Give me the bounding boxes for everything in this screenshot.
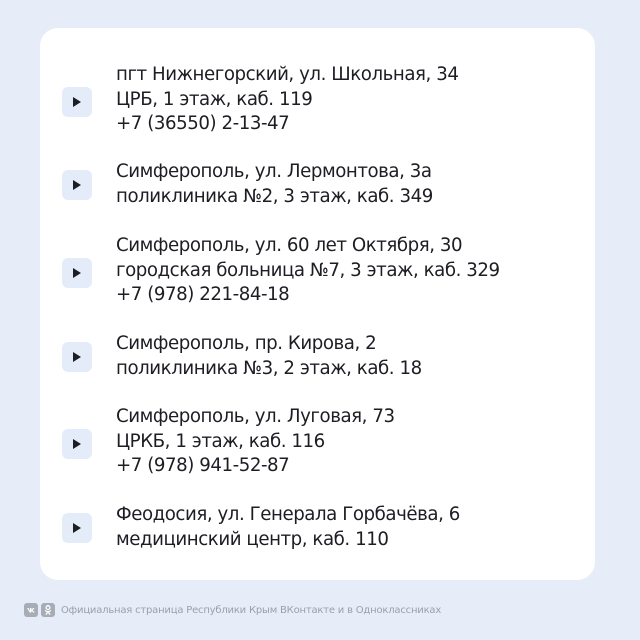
address-line: поликлиника №2, 3 этаж, каб. 349	[116, 185, 433, 207]
footer	[24, 602, 441, 618]
play-bullet-icon	[62, 513, 92, 543]
phone-line: +7 (36550) 2-13-47	[116, 113, 290, 134]
address-card	[40, 28, 595, 580]
address-line: пгт Нижнегорский, ул. Школьная, 34	[116, 64, 459, 85]
address-line: Симферополь, ул. Лермонтова, 3а	[116, 161, 432, 182]
odnoklassniki-icon[interactable]	[41, 603, 55, 617]
address-line: поликлиника №3, 2 этаж, каб. 18	[116, 357, 422, 379]
play-bullet-icon	[62, 429, 92, 459]
address-line: городская больница №7, 3 этаж, каб. 329	[116, 259, 500, 281]
address-lines	[116, 63, 586, 137]
play-bullet-icon	[62, 87, 92, 117]
address-lines	[116, 332, 586, 381]
address-line: Симферополь, ул. 60 лет Октября, 30	[116, 235, 463, 256]
phone-line: +7 (978) 221-84-18	[116, 284, 290, 305]
phone-line: +7 (978) 941-52-87	[116, 455, 290, 476]
play-bullet-icon	[62, 342, 92, 372]
play-bullet-icon	[62, 258, 92, 288]
address-line: Симферополь, пр. Кирова, 2	[116, 333, 377, 354]
address-line: Симферополь, ул. Луговая, 73	[116, 406, 395, 427]
address-lines	[116, 503, 586, 552]
address-lines	[116, 234, 586, 308]
footer-text: Официальная страница Республики Крым ВКонтакте и в Одноклассниках	[61, 604, 442, 616]
address-lines	[116, 160, 586, 209]
play-bullet-icon	[62, 170, 92, 200]
address-lines	[116, 405, 586, 479]
vk-icon[interactable]	[24, 603, 38, 617]
address-line: Феодосия, ул. Генерала Горбачёва, 6	[116, 504, 460, 525]
address-line: ЦРБ, 1 этаж, каб. 119	[116, 88, 313, 110]
address-line: ЦРКБ, 1 этаж, каб. 116	[116, 430, 325, 452]
address-line: медицинский центр, каб. 110	[116, 528, 389, 550]
